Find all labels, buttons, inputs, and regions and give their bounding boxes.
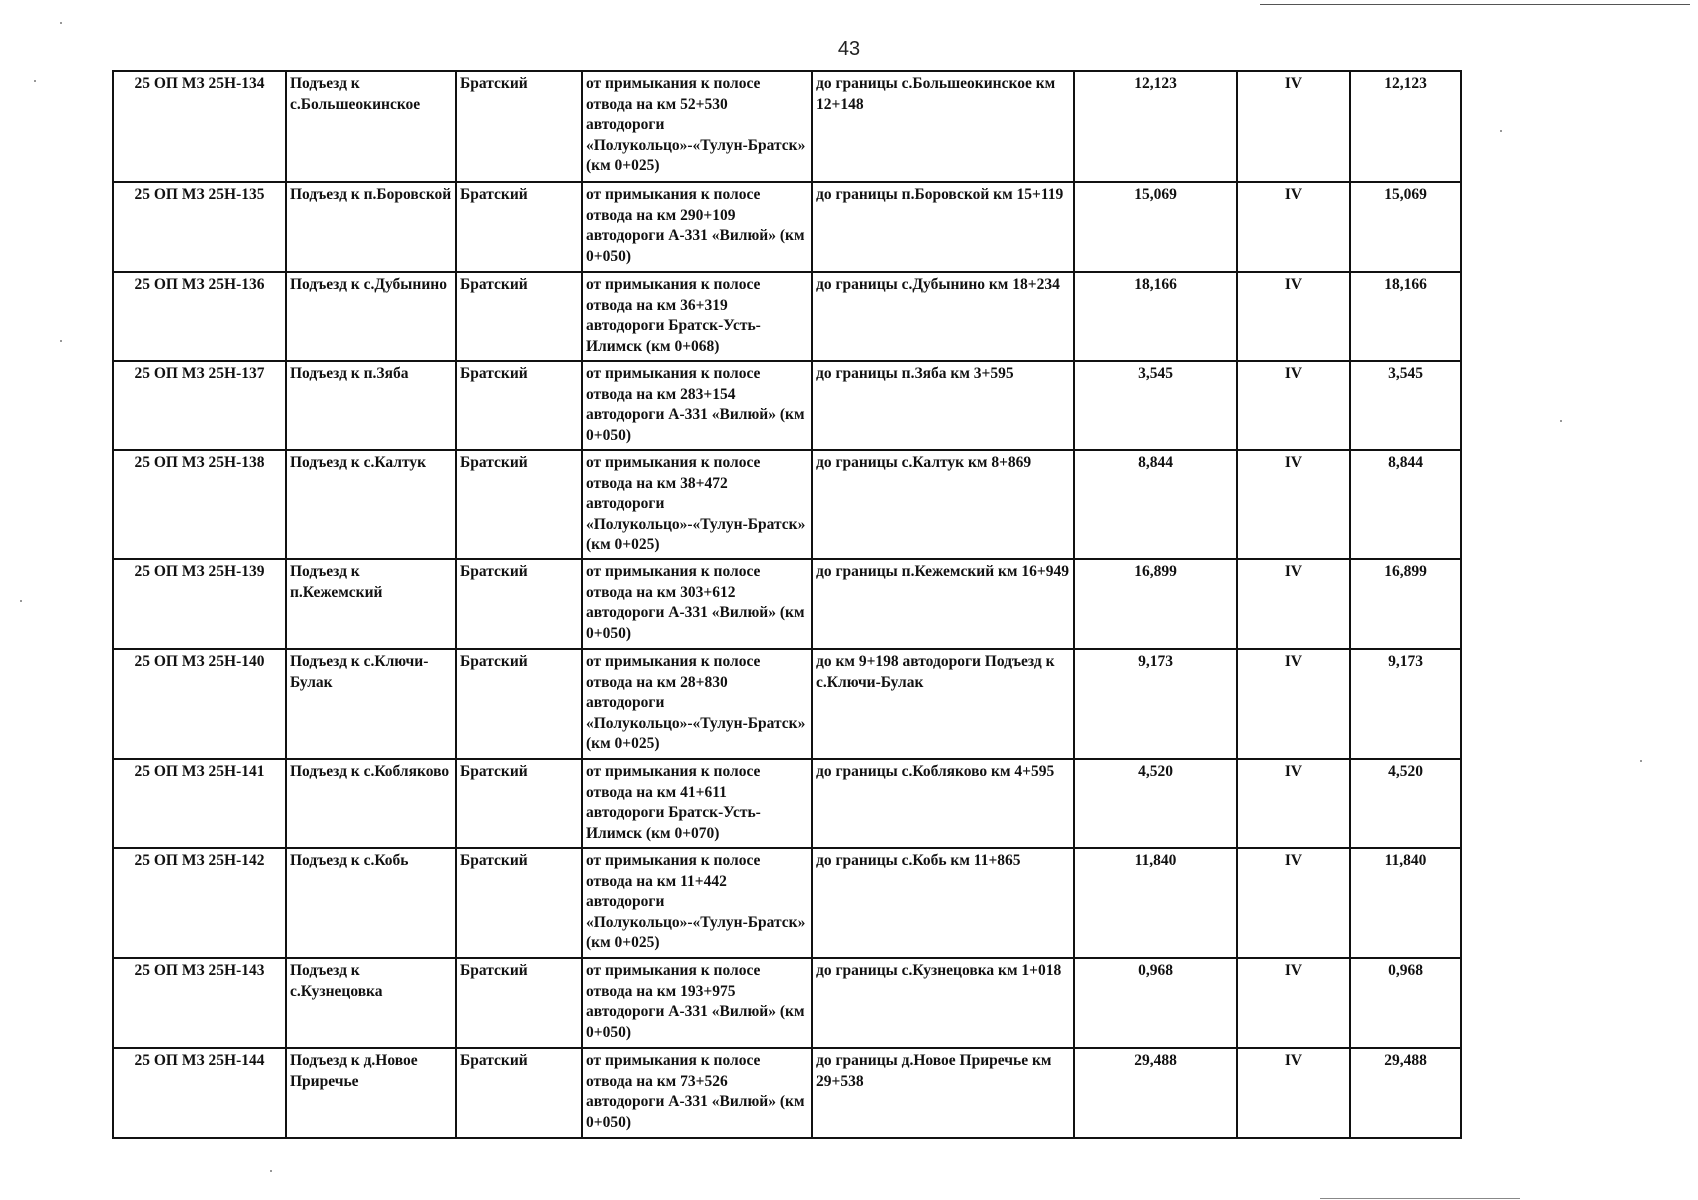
end-point-cell: до границы с.Большеокинское км 12+148	[812, 71, 1074, 182]
table-row	[113, 361, 1461, 450]
road-code-cell: 25 ОП МЗ 25Н-141	[113, 759, 286, 848]
table-row	[113, 848, 1461, 958]
category-cell: IV	[1237, 71, 1350, 182]
road-code-cell: 25 ОП МЗ 25Н-134	[113, 71, 286, 182]
category-cell: IV	[1237, 1048, 1350, 1138]
length-cell: 29,488	[1074, 1048, 1237, 1138]
category-cell: IV	[1237, 450, 1350, 559]
length-cell: 12,123	[1074, 71, 1237, 182]
scan-speck	[1640, 760, 1642, 762]
category-length-cell: 4,520	[1350, 759, 1461, 848]
road-name-cell: Подъезд к д.Новое Приречье	[286, 1048, 456, 1138]
category-length-cell: 15,069	[1350, 182, 1461, 272]
road-name-cell: Подъезд к п.Боровской	[286, 182, 456, 272]
start-point-cell: от примыкания к полосе отвода на км 36+319 автодороги Братск-Усть-Илимск (км 0+068)	[582, 272, 812, 361]
table-row	[113, 958, 1461, 1048]
category-length-cell: 0,968	[1350, 958, 1461, 1048]
category-length-cell: 3,545	[1350, 361, 1461, 450]
length-cell: 4,520	[1074, 759, 1237, 848]
road-registry-table	[112, 70, 1462, 1139]
end-point-cell: до границы с.Дубынино км 18+234	[812, 272, 1074, 361]
category-length-cell: 18,166	[1350, 272, 1461, 361]
road-code-cell: 25 ОП МЗ 25Н-143	[113, 958, 286, 1048]
length-cell: 16,899	[1074, 559, 1237, 649]
road-code-cell: 25 ОП МЗ 25Н-138	[113, 450, 286, 559]
end-point-cell: до км 9+198 автодороги Подъезд к с.Ключи-Булак	[812, 649, 1074, 759]
road-name-cell: Подъезд к п.Зяба	[286, 361, 456, 450]
end-point-cell: до границы с.Кузнецовка км 1+018	[812, 958, 1074, 1048]
district-cell: Братский	[456, 759, 582, 848]
district-cell: Братский	[456, 649, 582, 759]
start-point-cell: от примыкания к полосе отвода на км 28+830 автодороги «Полукольцо»-«Тулун-Братск» (км 0+025)	[582, 649, 812, 759]
district-cell: Братский	[456, 848, 582, 958]
length-cell: 11,840	[1074, 848, 1237, 958]
scan-speck	[60, 340, 62, 342]
category-length-cell: 16,899	[1350, 559, 1461, 649]
road-code-cell: 25 ОП МЗ 25Н-140	[113, 649, 286, 759]
start-point-cell: от примыкания к полосе отвода на км 41+611 автодороги Братск-Усть-Илимск (км 0+070)	[582, 759, 812, 848]
road-name-cell: Подъезд к с.Калтук	[286, 450, 456, 559]
table-row	[113, 272, 1461, 361]
road-name-cell: Подъезд к п.Кежемский	[286, 559, 456, 649]
road-name-cell: Подъезд к с.Большеокинское	[286, 71, 456, 182]
page-number: 43	[837, 38, 861, 60]
scan-speck	[34, 80, 36, 82]
scan-speck	[1560, 420, 1562, 422]
start-point-cell: от примыкания к полосе отвода на км 193+975 автодороги А-331 «Вилюй» (км 0+050)	[582, 958, 812, 1048]
category-cell: IV	[1237, 182, 1350, 272]
district-cell: Братский	[456, 361, 582, 450]
length-cell: 9,173	[1074, 649, 1237, 759]
district-cell: Братский	[456, 272, 582, 361]
category-length-cell: 9,173	[1350, 649, 1461, 759]
scan-speck	[1500, 130, 1502, 132]
category-length-cell: 8,844	[1350, 450, 1461, 559]
start-point-cell: от примыкания к полосе отвода на км 52+530 автодороги «Полукольцо»-«Тулун-Братск» (км 0+025)	[582, 71, 812, 182]
road-code-cell: 25 ОП МЗ 25Н-142	[113, 848, 286, 958]
category-cell: IV	[1237, 759, 1350, 848]
road-code-cell: 25 ОП МЗ 25Н-139	[113, 559, 286, 649]
road-code-cell: 25 ОП МЗ 25Н-144	[113, 1048, 286, 1138]
bottom-scan-rule	[1320, 1198, 1520, 1199]
end-point-cell: до границы д.Новое Приречье км 29+538	[812, 1048, 1074, 1138]
road-code-cell: 25 ОП МЗ 25Н-137	[113, 361, 286, 450]
end-point-cell: до границы с.Кобь км 11+865	[812, 848, 1074, 958]
category-cell: IV	[1237, 958, 1350, 1048]
road-code-cell: 25 ОП МЗ 25Н-135	[113, 182, 286, 272]
scan-speck	[270, 1170, 272, 1172]
road-name-cell: Подъезд к с.Дубынино	[286, 272, 456, 361]
table-row	[113, 649, 1461, 759]
road-name-cell: Подъезд к с.Кобь	[286, 848, 456, 958]
category-cell: IV	[1237, 559, 1350, 649]
length-cell: 18,166	[1074, 272, 1237, 361]
category-length-cell: 11,840	[1350, 848, 1461, 958]
category-cell: IV	[1237, 361, 1350, 450]
table-row	[113, 559, 1461, 649]
district-cell: Братский	[456, 559, 582, 649]
road-name-cell: Подъезд к с.Ключи-Булак	[286, 649, 456, 759]
length-cell: 0,968	[1074, 958, 1237, 1048]
start-point-cell: от примыкания к полосе отвода на км 11+442 автодороги «Полукольцо»-«Тулун-Братск» (км 0+025)	[582, 848, 812, 958]
table-row	[113, 71, 1461, 182]
district-cell: Братский	[456, 71, 582, 182]
category-length-cell: 12,123	[1350, 71, 1461, 182]
district-cell: Братский	[456, 450, 582, 559]
start-point-cell: от примыкания к полосе отвода на км 73+526 автодороги А-331 «Вилюй» (км 0+050)	[582, 1048, 812, 1138]
end-point-cell: до границы с.Калтук км 8+869	[812, 450, 1074, 559]
district-cell: Братский	[456, 1048, 582, 1138]
top-scan-rule	[1260, 4, 1690, 5]
table-row	[113, 450, 1461, 559]
district-cell: Братский	[456, 958, 582, 1048]
category-length-cell: 29,488	[1350, 1048, 1461, 1138]
table-row	[113, 759, 1461, 848]
table-row	[113, 1048, 1461, 1138]
end-point-cell: до границы п.Боровской км 15+119	[812, 182, 1074, 272]
category-cell: IV	[1237, 649, 1350, 759]
start-point-cell: от примыкания к полосе отвода на км 283+154 автодороги А-331 «Вилюй» (км 0+050)	[582, 361, 812, 450]
category-cell: IV	[1237, 848, 1350, 958]
length-cell: 3,545	[1074, 361, 1237, 450]
district-cell: Братский	[456, 182, 582, 272]
end-point-cell: до границы с.Кобляково км 4+595	[812, 759, 1074, 848]
end-point-cell: до границы п.Зяба км 3+595	[812, 361, 1074, 450]
road-code-cell: 25 ОП МЗ 25Н-136	[113, 272, 286, 361]
start-point-cell: от примыкания к полосе отвода на км 303+612 автодороги А-331 «Вилюй» (км 0+050)	[582, 559, 812, 649]
table-row	[113, 182, 1461, 272]
category-cell: IV	[1237, 272, 1350, 361]
start-point-cell: от примыкания к полосе отвода на км 38+472 автодороги «Полукольцо»-«Тулун-Братск» (км 0+025)	[582, 450, 812, 559]
end-point-cell: до границы п.Кежемский км 16+949	[812, 559, 1074, 649]
road-name-cell: Подъезд к с.Кобляково	[286, 759, 456, 848]
length-cell: 15,069	[1074, 182, 1237, 272]
scan-speck	[60, 22, 62, 24]
scan-speck	[20, 600, 22, 602]
length-cell: 8,844	[1074, 450, 1237, 559]
table-body	[113, 71, 1461, 1138]
road-name-cell: Подъезд к с.Кузнецовка	[286, 958, 456, 1048]
start-point-cell: от примыкания к полосе отвода на км 290+109 автодороги А-331 «Вилюй» (км 0+050)	[582, 182, 812, 272]
